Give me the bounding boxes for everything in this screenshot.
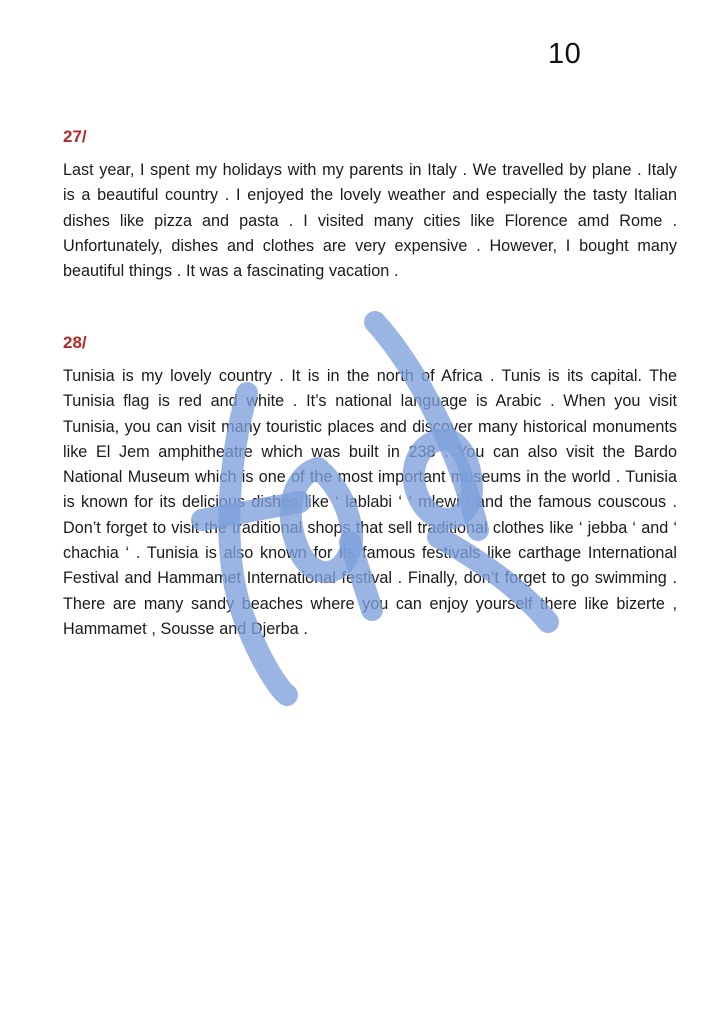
exercise-27 bbox=[63, 126, 677, 284]
page-number: 10 bbox=[548, 38, 582, 70]
exercise-paragraph: Tunisia is my lovely country . It is in the north of Africa . Tunis is its capital. The Tunisia flag is red and white . It’s national language is Arabic . When you visit Tunisia, you can visit many touristic places and discover many historical monuments like El Jem amphitheatre which was built in 238 . You can also visit the Bardo National Museum which is one of the most important museums in the world . Tunisia is known for its delicious dishes like ‘ lablabi ‘ ‘ mlewi ‘ and the famous couscous . Don’t forget to visit the traditional shops that sell traditional clothes like ‘ jebba ‘ and ‘ chachia ‘ . Tunisia is also known for its famous festivals like carthage International Festival and Hammamet International festival . Finally, don’t forget to go swimming . There are many sandy beaches where you can enjoy yourself there like bizerte , Hammamet , Sousse and Djerba . bbox=[63, 367, 677, 638]
exercise-paragraph: Last year, I spent my holidays with my parents in Italy . We travelled by plane . Italy is a beautiful country . I enjoyed the lovely weather and especially the tasty Italian dishes like pizza and pasta . I visited many cities like Florence amd Rome . Unfortunately, dishes and clothes are very expensive . However, I bought many beautiful things . It was a fascinating vacation . bbox=[63, 161, 677, 281]
exercise-number: 28/ bbox=[63, 333, 87, 352]
exercise-number: 27/ bbox=[63, 127, 87, 146]
exercise-28 bbox=[63, 332, 677, 642]
